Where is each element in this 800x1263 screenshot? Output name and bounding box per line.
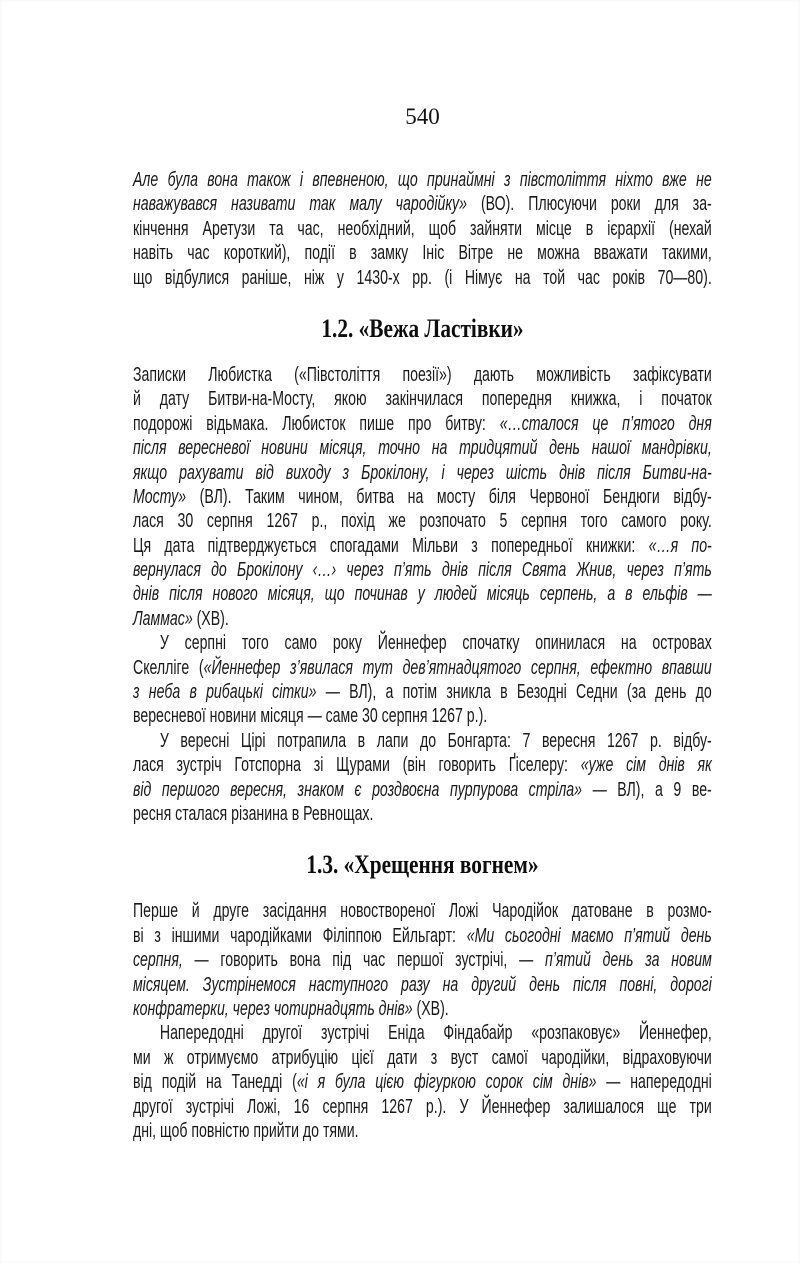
text-line [133, 582, 712, 606]
body-text: — напередодні [596, 1070, 712, 1094]
paragraph-continuation [133, 168, 712, 290]
text-line [133, 436, 712, 460]
text-line [133, 558, 712, 582]
quoted-italic-text: п’ятий день за новим [544, 948, 712, 972]
quoted-italic-text: з неба в рибацькі сітки» [133, 680, 317, 704]
paragraph-ciri-september [133, 729, 712, 827]
text-line [133, 899, 712, 923]
quoted-italic-text: наважувався називати так малу чародійку» [133, 192, 467, 216]
body-text: й дату Битви-на-Мосту, якою закінчилася попередня книжка, і початок [133, 387, 712, 411]
body-text: лася зустріч Готспорна зі Щурами (він говорить Ґіселеру: [133, 753, 581, 777]
text-line [133, 387, 712, 411]
body-text: (ВЛ). Таким чином, битва на мосту біля Червоної Бендюги відбу- [186, 484, 712, 508]
text-line [133, 704, 712, 728]
text-line [133, 217, 712, 241]
body-text: подорожі відьмака. Любисток пише про битву: [133, 411, 500, 435]
body-text: — ВЛ), а 9 ве- [582, 777, 712, 801]
text-line [133, 1119, 712, 1143]
quoted-italic-text: серпня, [133, 948, 183, 972]
body-text: кінчення Аретузи та час, необхідний, щоб зайняти місце в ієрархії (нехай [133, 216, 712, 240]
text-line [133, 485, 712, 509]
text-line [133, 1046, 712, 1070]
quoted-italic-text: «і я була цією фігуркою сорок сім днів» [296, 1070, 597, 1094]
quoted-italic-text: Але була вона також і впевненою, що принаймні з півстоліття ніхто вже не [133, 168, 712, 191]
body-text: У вересні Цірі потрапила в лапи до Бонгарта: 7 вересня 1267 р. відбу- [159, 728, 712, 752]
body-text: вересневої новини місяця — саме 30 серпня 1267 р.). [133, 704, 488, 728]
page-number: 540 [405, 104, 440, 129]
text-line [133, 266, 712, 290]
text-line [133, 924, 712, 948]
quoted-italic-text: днів після нового місяця, що починав у людей місяць серпень, а в ельфів — [133, 582, 712, 606]
body-text: Перше й друге засідання новоствореної Ложі Чародійок датоване в розмо- [133, 899, 712, 923]
body-text: Скелліге ( [133, 655, 204, 679]
body-text: Ця дата підтверджується спогадами Мільви з попередньої книжки: [133, 533, 649, 557]
quoted-italic-text: «Йеннефер з’явилася тут дев’ятнадцятого серпня, ефектно впавши [203, 655, 712, 679]
body-text: ві з іншими чародійками Філіппою Ейльгарт: [133, 923, 467, 947]
text-line [133, 461, 712, 485]
body-text: (ХВ). [412, 996, 449, 1020]
paragraph-tower-of-swallow [133, 363, 712, 631]
text-line [133, 1070, 712, 1094]
text-line [133, 997, 712, 1021]
paragraph-lodge-sessions [133, 899, 712, 1021]
quoted-italic-text: «…сталося це п’ятого дня [499, 411, 712, 435]
paragraph-second-meeting [133, 1021, 712, 1143]
body-text: — ВЛ), а потім зникла в Безодні Седни (за день до [316, 680, 712, 704]
text-line [133, 363, 712, 387]
quoted-italic-text: після вересневої новини місяця, точно на тридцятий день нашої мандрівки, [133, 436, 712, 460]
body-text: ми ж отримуємо атрибуцію цієї дати з вуст самої чародійки, відраховуючи [133, 1045, 712, 1069]
body-text: ресня сталася різанина в Ревнощах. [133, 801, 374, 825]
text-line [133, 509, 712, 533]
quoted-italic-text: «…я по- [648, 533, 712, 557]
body-text: (ХВ). [192, 606, 229, 630]
quoted-italic-text: вернулася до Брокілону ‹…› через п’ять днів після Свята Жнив, через п’ять [133, 558, 712, 582]
text-line [133, 631, 712, 655]
body-text: другої зустрічі Ложі, 16 серпня 1267 р.). У Йеннефер залишалося ще три [133, 1094, 712, 1118]
text-line [133, 802, 712, 826]
quoted-italic-text: конфратерки, через чотирнадцять днів» [133, 996, 413, 1020]
text-line [133, 753, 712, 777]
body-text: У серпні того само року Йеннефер спочатку опинилася на островах [159, 631, 712, 655]
body-text: (ВО). Плюсуючи роки для за- [466, 192, 712, 216]
body-text: Записки Любистка («Півстоліття поезії») дають можливість зафіксувати [133, 362, 712, 386]
quoted-italic-text: «Ми сьогодні маємо п’ятий день [466, 923, 712, 947]
text-line [133, 948, 712, 972]
text-line [133, 680, 712, 704]
section-heading-1-3: 1.3. «Хрещення вогнем» [306, 850, 539, 880]
quoted-italic-text: Ламмас» [133, 606, 193, 630]
body-text: лася 30 серпня 1267 р., похід же розпочато 5 серпня того самого року. [133, 509, 712, 533]
text-line [133, 729, 712, 753]
body-text: навіть час короткий), події в замку Ініс Вітре не можна вважати такими, [133, 241, 712, 265]
quoted-italic-text: якщо рахувати від виходу з Брокілону, і через шість днів після Битви-на- [133, 460, 712, 484]
text-line [133, 1021, 712, 1045]
text-line [133, 168, 712, 192]
section-heading-1-2: 1.2. «Вежа Ластівки» [321, 313, 524, 343]
quoted-italic-text: «уже сім днів як [580, 753, 712, 777]
body-text: — говорить вона під час першої зустрічі, — [182, 948, 545, 972]
body-text: Напередодні другої зустрічі Еніда Фіндабайр «розпаковує» Йеннефер, [159, 1021, 712, 1045]
quoted-italic-text: від першого вересня, знаком є роздвоєна пурпурова стріла» [133, 777, 583, 801]
text-line [133, 778, 712, 802]
text-line [133, 241, 712, 265]
quoted-italic-text: місяцем. Зустрінемося наступного разу на другий день після повні, дорогі [133, 972, 712, 996]
text-line [133, 1095, 712, 1119]
text-line [133, 973, 712, 997]
body-text: від подій на Танедді ( [133, 1070, 297, 1094]
body-text: дні, щоб повністю прийти до тями. [133, 1118, 359, 1142]
paragraph-yennefer-august [133, 631, 712, 729]
text-line [133, 192, 712, 216]
quoted-italic-text: Мосту» [133, 484, 187, 508]
body-text: що відбулися раніше, ніж у 1430-х рр. (і Німує на той час років 70—80). [133, 265, 712, 289]
text-line [133, 607, 712, 631]
text-line [133, 534, 712, 558]
text-line [133, 656, 712, 680]
text-line [133, 412, 712, 436]
text-content [133, 0, 712, 1143]
